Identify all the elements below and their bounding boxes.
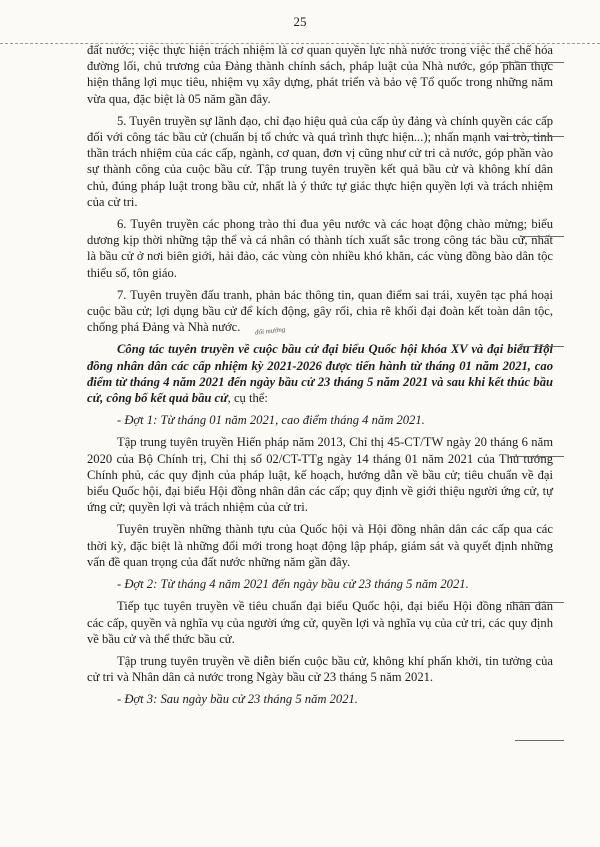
paragraph-continuation: đất nước; việc thực hiện trách nhiệm là cơ quan quyền lực nhà nước trong việc thể chế hóa đường lối, chủ trương của Đảng thành chính sách, pháp luật của Nhà nước, góp phần thực hiện thắng lợi mục tiêu, nhiệm vụ xây dựng, phát triển và bảo vệ Tổ quốc trong những năm vừa qua, đặc biệt là 05 năm gần đây. [87, 43, 553, 106]
phase-1-paragraph-1: Tập trung tuyên truyền Hiến pháp năm 2013, Chỉ thị 45-CT/TW ngày 20 tháng 6 năm 2020 của Bộ Chính trị, Chỉ thị số 02/CT-TTg ngày 14 tháng 01 năm 2021 của Thủ tướng Chính phủ, các quy định của pháp luật, kế hoạch, hướng dẫn về bầu cử; tiêu chuẩn về đại biểu Quốc hội, đại biểu Hội đồng nhân dân các cấp; quy định về giới thiệu người ứng cử, tự ứng cử; quyền lợi và trách nhiệm của cử tri. [87, 435, 553, 515]
paragraph-item-5: 5. Tuyên truyền sự lãnh đạo, chỉ đạo hiệu quả của cấp ủy đảng và chính quyền các cấp đối với công tác bầu cử (chuẩn bị tổ chức và quá trình thực hiện...); nhấn mạnh vai trò, tinh thần trách nhiệm của các cấp, ngành, cơ quan, đơn vị cũng như cử tri cả nước, góp phần vào sự thành công của cuộc bầu cử. Tập trung tuyên truyền kết quả bầu cử và không khí dân chủ, đúng pháp luật trong bầu cử, nhất là ý thức tự giác thực hiện quyền lợi và trách nhiệm của cử tri. [87, 113, 553, 209]
phase-1-title: - Đợt 1: Từ tháng 01 năm 2021, cao điểm tháng 4 năm 2021. [117, 413, 425, 428]
handwritten-annotation: đổi mướng [254, 325, 286, 337]
section-heading-text: Công tác tuyên truyền về cuộc bầu cử đại biểu Quốc hội khóa XV và đại biểu Hội đồng nhân dân các cấp nhiệm kỳ 2021-2026 được tiến hành từ tháng 01 năm 2021, cao điểm từ tháng 4 năm 2021 đến ngày bầu cử 23 tháng 5 năm 2021 và sau khi kết thúc bầu cử, công bố kết quả bầu cử [87, 342, 553, 406]
phase-2-title: - Đợt 2: Từ tháng 4 năm 2021 đến ngày bầu cử 23 tháng 5 năm 2021. [117, 577, 469, 592]
margin-mark [510, 456, 564, 457]
page-number: 25 [293, 14, 307, 29]
phase-2-paragraph-2: Tập trung tuyên truyền về diễn biến cuộc bầu cử, không khí phấn khởi, tin tưởng của cử tri và Nhân dân cả nước trong Ngày bầu cử 23 tháng 5 năm 2021. [87, 653, 553, 685]
margin-mark [500, 62, 564, 63]
margin-mark [520, 346, 564, 347]
section-heading-tail: , cụ thể: [227, 391, 268, 406]
margin-mark [520, 236, 564, 237]
phase-1-paragraph-2: Tuyên truyền những thành tựu của Quốc hội và Hội đồng nhân dân các cấp qua các thời kỳ, đặc biệt là những đổi mới trong hoạt động lập pháp, giám sát và quyết định những vấn đề quan trọng của đất nước những năm gần đây. [87, 522, 553, 569]
phase-3-title: - Đợt 3: Sau ngày bầu cử 23 tháng 5 năm 2021. [117, 692, 358, 707]
paragraph-item-7: 7. Tuyên truyền đấu tranh, phản bác thông tin, quan điểm sai trái, xuyên tạc phá hoại cuộc bầu cử; lợi dụng bầu cử để kích động, gây rối, chia rẽ khối đại đoàn kết toàn dân tộc, chống phá Đảng và Nhà nước. [87, 287, 553, 335]
margin-mark [500, 136, 564, 137]
section-heading [87, 341, 553, 406]
margin-mark [515, 740, 564, 741]
phase-2-paragraph-1: Tiếp tục tuyên truyền về tiêu chuẩn đại biểu Quốc hội, đại biểu Hội đồng nhân dân các cấp, quyền và nghĩa vụ của người ứng cử, quyền lợi và nghĩa vụ của cử tri, các quy định về bầu cử và thể thức bầu cử. [87, 599, 553, 646]
document-body [87, 42, 553, 714]
paragraph-item-6: 6. Tuyên truyền các phong trào thi đua yêu nước và các hoạt động chào mừng; biểu dương kịp thời những tập thể và cá nhân có thành tích xuất sắc trong công tác bầu cử, nhất là bầu cử ở nơi biên giới, hải đảo, các vùng còn nhiều khó khăn, các vùng đồng bào dân tộc thiểu số, tôn giáo. [87, 217, 553, 280]
margin-mark [510, 602, 564, 603]
